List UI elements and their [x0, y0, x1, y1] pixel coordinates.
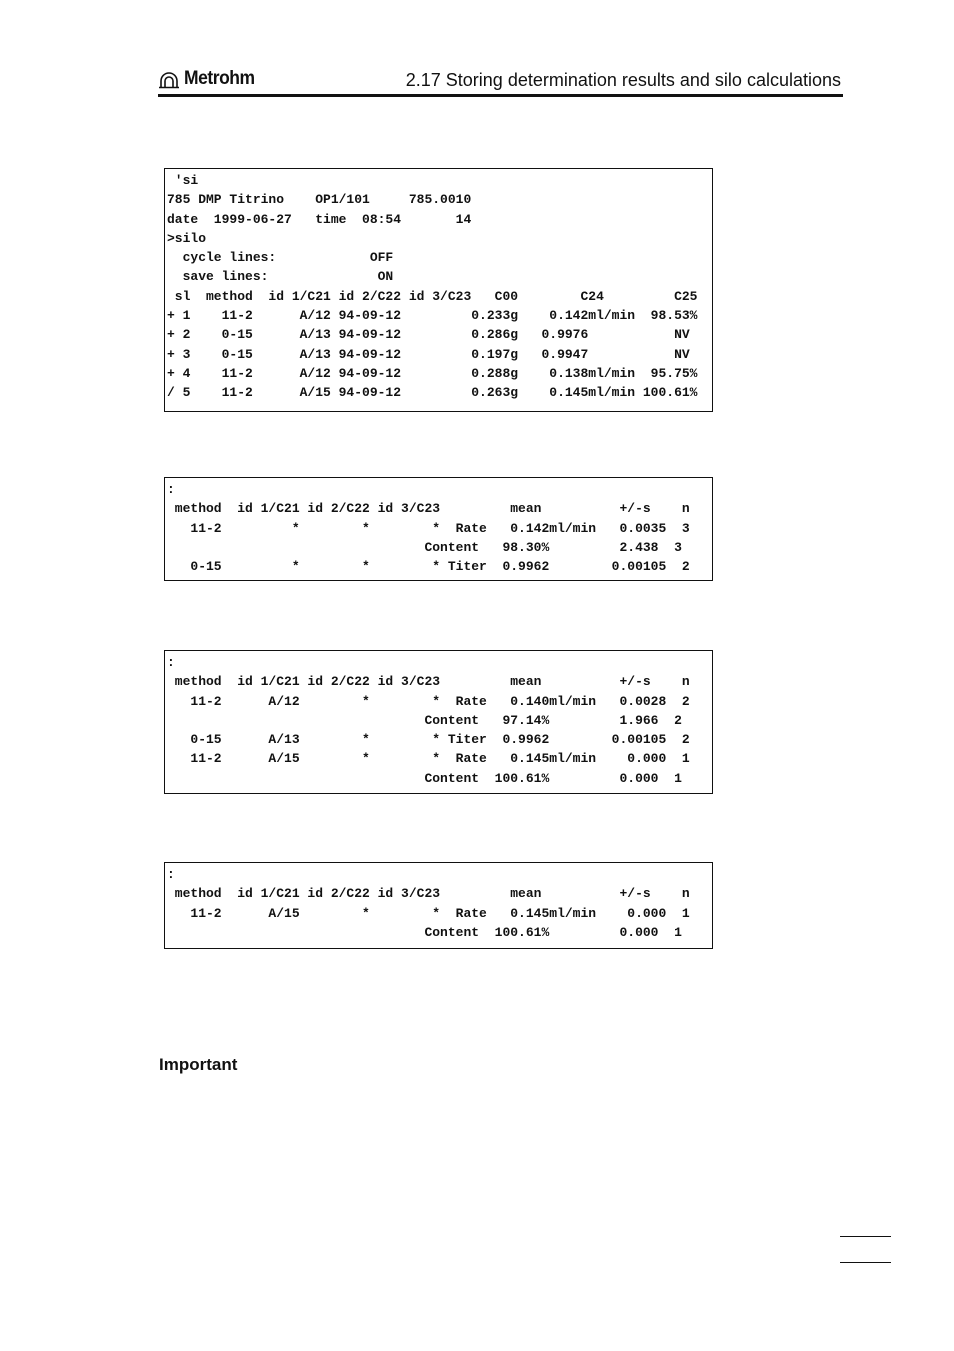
section-title: 2.17 Storing determination results and silo calculations — [405, 70, 841, 90]
important-heading: Important — [159, 1055, 238, 1074]
margin-rule — [840, 1236, 891, 1237]
printout-text: 'si 785 DMP Titrino OP1/101 785.0010 date 1999-06-27 time 08:54 14 >silo cycle lines: OFF save lines: ON sl method id 1/C21 id 2/C22 id 3/C23 C00 C24 C25 + 1 11-2 A/12 94-09-12 0.233g 0.142ml/min 98.53% + 2 0-15 A/13 94-09-12 0.286g 0.9976 NV + 3 0-15 A/13 94-09-12 0.197g 0.9947 NV + 4 11-2 A/12 94-09-12 0.288g 0.138ml/min 95.75% / 5 11-2 A/15 94-09-12 0.263g 0.145ml/min 100.61% — [167, 173, 698, 401]
stats-all-printout — [164, 477, 713, 581]
page-header — [158, 64, 843, 97]
logo-text: Metrohm — [184, 68, 255, 89]
printout-text: : method id 1/C21 id 2/C22 id 3/C23 mean +/-s n 11-2 A/15 * * Rate 0.145ml/min 0.000 1 Content 100.61% 0.000 1 — [167, 867, 690, 940]
silo-list-printout — [164, 168, 713, 412]
printout-text: : method id 1/C21 id 2/C22 id 3/C23 mean +/-s n 11-2 A/12 * * Rate 0.140ml/min 0.0028 2 Content 97.14% 1.966 2 0-15 A/13 * * Titer 0.9962 0.00105 2 11-2 A/15 * * Rate 0.145ml/min 0.000 1 Content 100.61% 0.000 1 — [167, 655, 690, 786]
margin-rule — [840, 1262, 891, 1263]
stats-single-printout — [164, 862, 713, 949]
printout-text: : method id 1/C21 id 2/C22 id 3/C23 mean +/-s n 11-2 * * * Rate 0.142ml/min 0.0035 3 Content 98.30% 2.438 3 0-15 * * * Titer 0.9962 0.00105 2 — [167, 482, 690, 575]
stats-by-id-printout — [164, 650, 713, 794]
metrohm-omega-icon — [158, 69, 180, 89]
metrohm-logo — [158, 68, 261, 90]
